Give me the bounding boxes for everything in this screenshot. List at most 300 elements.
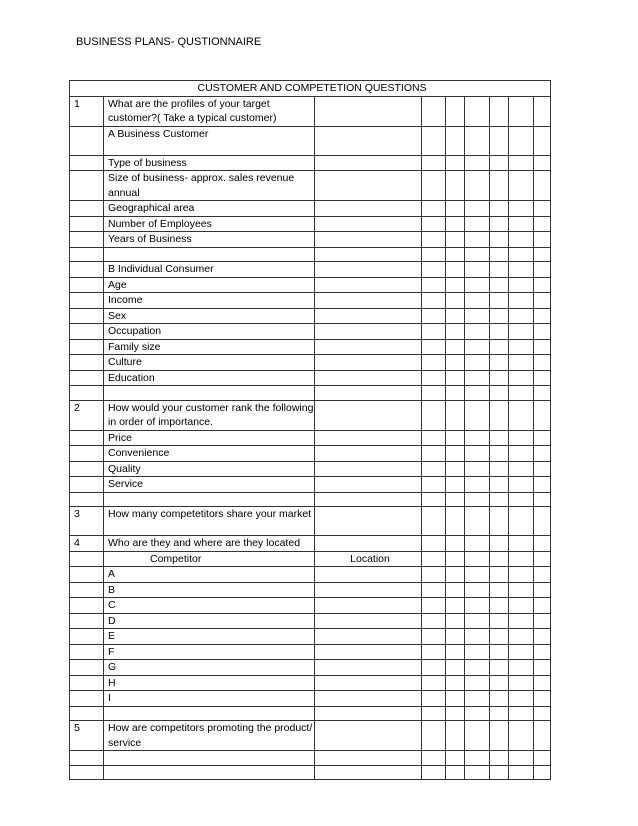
- rating-cell[interactable]: [422, 155, 446, 171]
- rating-cell[interactable]: [534, 675, 551, 691]
- question-number: 5: [70, 721, 104, 751]
- rating-cell[interactable]: [446, 355, 465, 371]
- answer-cell[interactable]: [315, 613, 422, 629]
- rating-cell[interactable]: [490, 430, 509, 446]
- rating-cell[interactable]: [465, 644, 490, 660]
- rating-cell[interactable]: [534, 477, 551, 493]
- rating-cell[interactable]: [446, 370, 465, 386]
- answer-cell[interactable]: [315, 370, 422, 386]
- answer-cell[interactable]: [315, 536, 422, 552]
- answer-cell[interactable]: [315, 706, 422, 721]
- rating-cell[interactable]: [422, 400, 446, 430]
- table-row: [70, 446, 551, 462]
- rating-cell[interactable]: [465, 216, 490, 232]
- rating-cell[interactable]: [446, 155, 465, 171]
- rating-cell[interactable]: [465, 536, 490, 552]
- rating-cell[interactable]: [534, 171, 551, 201]
- rating-cell[interactable]: [509, 567, 534, 583]
- rating-cell[interactable]: [534, 706, 551, 721]
- question-number: [70, 461, 104, 477]
- rating-cell[interactable]: [509, 536, 534, 552]
- rating-cell[interactable]: [422, 232, 446, 248]
- rating-cell[interactable]: [490, 293, 509, 309]
- rating-cell[interactable]: [465, 247, 490, 262]
- rating-cell[interactable]: [446, 751, 465, 766]
- rating-cell[interactable]: [422, 582, 446, 598]
- rating-cell[interactable]: [465, 171, 490, 201]
- rating-cell[interactable]: [422, 765, 446, 780]
- rating-cell[interactable]: [534, 201, 551, 217]
- rating-cell[interactable]: [422, 691, 446, 707]
- rating-cell[interactable]: [446, 201, 465, 217]
- rating-cell[interactable]: [534, 126, 551, 155]
- rating-cell[interactable]: [509, 201, 534, 217]
- rating-cell[interactable]: [509, 765, 534, 780]
- rating-cell[interactable]: [509, 430, 534, 446]
- rating-cell[interactable]: [534, 324, 551, 340]
- rating-cell[interactable]: [465, 293, 490, 309]
- rating-cell[interactable]: [446, 691, 465, 707]
- rating-cell[interactable]: [422, 216, 446, 232]
- table-row: [70, 262, 551, 278]
- question-number: 2: [70, 400, 104, 430]
- rating-cell[interactable]: [465, 660, 490, 676]
- rating-cell[interactable]: [509, 629, 534, 645]
- rating-cell[interactable]: [446, 216, 465, 232]
- rating-cell[interactable]: [490, 446, 509, 462]
- rating-cell[interactable]: [490, 126, 509, 155]
- rating-cell[interactable]: [446, 706, 465, 721]
- rating-cell[interactable]: [446, 582, 465, 598]
- rating-cell[interactable]: [509, 446, 534, 462]
- rating-cell[interactable]: [446, 507, 465, 536]
- rating-cell[interactable]: [465, 706, 490, 721]
- table-row: [70, 339, 551, 355]
- rating-cell[interactable]: [422, 477, 446, 493]
- rating-cell[interactable]: [490, 201, 509, 217]
- rating-cell[interactable]: [446, 277, 465, 293]
- rating-cell[interactable]: [509, 126, 534, 155]
- rating-cell[interactable]: [534, 355, 551, 371]
- answer-cell[interactable]: [315, 691, 422, 707]
- rating-cell[interactable]: [465, 492, 490, 507]
- rating-cell[interactable]: [465, 675, 490, 691]
- rating-cell[interactable]: [509, 721, 534, 751]
- rating-cell[interactable]: [446, 262, 465, 278]
- rating-cell[interactable]: [465, 155, 490, 171]
- rating-cell[interactable]: [422, 277, 446, 293]
- rating-cell[interactable]: [422, 386, 446, 401]
- answer-cell[interactable]: [315, 277, 422, 293]
- rating-cell[interactable]: [534, 598, 551, 614]
- rating-cell[interactable]: [490, 339, 509, 355]
- rating-cell[interactable]: [534, 293, 551, 309]
- table-row: [70, 629, 551, 645]
- rating-cell[interactable]: [509, 477, 534, 493]
- rating-cell[interactable]: [534, 567, 551, 583]
- answer-cell[interactable]: [315, 430, 422, 446]
- rating-cell[interactable]: [490, 216, 509, 232]
- rating-cell[interactable]: [465, 582, 490, 598]
- answer-cell[interactable]: [315, 232, 422, 248]
- rating-cell[interactable]: [422, 629, 446, 645]
- rating-cell[interactable]: [490, 386, 509, 401]
- rating-cell[interactable]: [509, 370, 534, 386]
- answer-cell[interactable]: [315, 126, 422, 155]
- rating-cell[interactable]: [446, 171, 465, 201]
- rating-cell[interactable]: [534, 262, 551, 278]
- rating-cell[interactable]: [534, 430, 551, 446]
- rating-cell[interactable]: [509, 324, 534, 340]
- rating-cell[interactable]: [509, 461, 534, 477]
- rating-cell[interactable]: [446, 675, 465, 691]
- rating-cell[interactable]: [446, 644, 465, 660]
- rating-cell[interactable]: [446, 339, 465, 355]
- rating-cell[interactable]: [446, 232, 465, 248]
- rating-cell[interactable]: [534, 446, 551, 462]
- rating-cell[interactable]: [490, 155, 509, 171]
- rating-cell[interactable]: [465, 567, 490, 583]
- question-number: [70, 567, 104, 583]
- rating-cell[interactable]: [534, 613, 551, 629]
- rating-cell[interactable]: [446, 613, 465, 629]
- answer-cell[interactable]: [315, 644, 422, 660]
- rating-cell[interactable]: [465, 232, 490, 248]
- rating-cell[interactable]: [534, 551, 551, 567]
- rating-cell[interactable]: [465, 96, 490, 126]
- rating-cell[interactable]: [422, 446, 446, 462]
- rating-cell[interactable]: [509, 262, 534, 278]
- rating-cell[interactable]: [490, 765, 509, 780]
- rating-cell[interactable]: [422, 536, 446, 552]
- rating-cell[interactable]: [422, 492, 446, 507]
- rating-cell[interactable]: [465, 721, 490, 751]
- rating-cell[interactable]: [490, 706, 509, 721]
- answer-cell[interactable]: [315, 629, 422, 645]
- rating-cell[interactable]: [509, 293, 534, 309]
- answer-cell[interactable]: [315, 567, 422, 583]
- rating-cell[interactable]: [422, 706, 446, 721]
- rating-cell[interactable]: [490, 507, 509, 536]
- answer-cell[interactable]: [315, 721, 422, 751]
- rating-cell[interactable]: [446, 96, 465, 126]
- answer-cell[interactable]: [315, 477, 422, 493]
- table-row: [70, 247, 551, 262]
- question-text: [104, 706, 315, 721]
- rating-cell[interactable]: [490, 232, 509, 248]
- answer-cell[interactable]: [315, 96, 422, 126]
- rating-cell[interactable]: [446, 126, 465, 155]
- answer-cell[interactable]: [315, 461, 422, 477]
- rating-cell[interactable]: [490, 247, 509, 262]
- answer-cell[interactable]: [315, 675, 422, 691]
- rating-cell[interactable]: [509, 644, 534, 660]
- question-number: 4: [70, 536, 104, 552]
- rating-cell[interactable]: [534, 507, 551, 536]
- rating-cell[interactable]: [446, 567, 465, 583]
- answer-cell[interactable]: [315, 598, 422, 614]
- rating-cell[interactable]: [534, 536, 551, 552]
- rating-cell[interactable]: [422, 644, 446, 660]
- question-text: Type of business: [104, 155, 315, 171]
- answer-cell[interactable]: [315, 339, 422, 355]
- rating-cell[interactable]: [465, 629, 490, 645]
- table-row: [70, 277, 551, 293]
- rating-cell[interactable]: [534, 765, 551, 780]
- rating-cell[interactable]: [446, 492, 465, 507]
- answer-cell[interactable]: [315, 492, 422, 507]
- rating-cell[interactable]: [446, 551, 465, 567]
- rating-cell[interactable]: [446, 765, 465, 780]
- answer-cell[interactable]: [315, 201, 422, 217]
- rating-cell[interactable]: [422, 171, 446, 201]
- rating-cell[interactable]: [465, 598, 490, 614]
- rating-cell[interactable]: [509, 171, 534, 201]
- question-number: [70, 308, 104, 324]
- rating-cell[interactable]: [490, 324, 509, 340]
- rating-cell[interactable]: [534, 308, 551, 324]
- rating-cell[interactable]: [422, 598, 446, 614]
- answer-cell[interactable]: [315, 582, 422, 598]
- rating-cell[interactable]: [509, 232, 534, 248]
- table-title: CUSTOMER AND COMPETETION QUESTIONS: [70, 81, 551, 97]
- answer-cell[interactable]: [315, 507, 422, 536]
- rating-cell[interactable]: [490, 96, 509, 126]
- rating-cell[interactable]: [534, 370, 551, 386]
- rating-cell[interactable]: [534, 461, 551, 477]
- rating-cell[interactable]: [465, 386, 490, 401]
- rating-cell[interactable]: [422, 461, 446, 477]
- rating-cell[interactable]: [534, 155, 551, 171]
- rating-cell[interactable]: [534, 400, 551, 430]
- location-label: Location: [315, 551, 422, 567]
- rating-cell[interactable]: [446, 721, 465, 751]
- rating-cell[interactable]: [509, 308, 534, 324]
- rating-cell[interactable]: [534, 96, 551, 126]
- rating-cell[interactable]: [446, 461, 465, 477]
- rating-cell[interactable]: [422, 567, 446, 583]
- rating-cell[interactable]: [490, 660, 509, 676]
- answer-cell[interactable]: [315, 446, 422, 462]
- rating-cell[interactable]: [509, 660, 534, 676]
- rating-cell[interactable]: [509, 675, 534, 691]
- question-text: [104, 765, 315, 780]
- rating-cell[interactable]: [446, 430, 465, 446]
- question-number: [70, 691, 104, 707]
- rating-cell[interactable]: [490, 567, 509, 583]
- rating-cell[interactable]: [509, 582, 534, 598]
- rating-cell[interactable]: [422, 339, 446, 355]
- rating-cell[interactable]: [422, 96, 446, 126]
- rating-cell[interactable]: [534, 247, 551, 262]
- rating-cell[interactable]: [422, 355, 446, 371]
- answer-cell[interactable]: [315, 308, 422, 324]
- rating-cell[interactable]: [422, 675, 446, 691]
- rating-cell[interactable]: [446, 308, 465, 324]
- rating-cell[interactable]: [446, 446, 465, 462]
- rating-cell[interactable]: [465, 262, 490, 278]
- rating-cell[interactable]: [509, 598, 534, 614]
- rating-cell[interactable]: [422, 293, 446, 309]
- rating-cell[interactable]: [490, 461, 509, 477]
- rating-cell[interactable]: [490, 400, 509, 430]
- rating-cell[interactable]: [446, 386, 465, 401]
- rating-cell[interactable]: [422, 507, 446, 536]
- rating-cell[interactable]: [534, 339, 551, 355]
- rating-cell[interactable]: [465, 430, 490, 446]
- rating-cell[interactable]: [465, 277, 490, 293]
- rating-cell[interactable]: [509, 277, 534, 293]
- rating-cell[interactable]: [422, 751, 446, 766]
- rating-cell[interactable]: [490, 536, 509, 552]
- rating-cell[interactable]: [465, 507, 490, 536]
- question-text: [104, 751, 315, 766]
- rating-cell[interactable]: [490, 262, 509, 278]
- rating-cell[interactable]: [465, 613, 490, 629]
- rating-cell[interactable]: [465, 477, 490, 493]
- rating-cell[interactable]: [490, 492, 509, 507]
- rating-cell[interactable]: [509, 355, 534, 371]
- question-number: [70, 324, 104, 340]
- question-number: [70, 201, 104, 217]
- answer-cell[interactable]: [315, 293, 422, 309]
- rating-cell[interactable]: [490, 477, 509, 493]
- rating-cell[interactable]: [534, 277, 551, 293]
- answer-cell[interactable]: [315, 660, 422, 676]
- rating-cell[interactable]: [490, 308, 509, 324]
- answer-cell[interactable]: [315, 247, 422, 262]
- table-row: [70, 461, 551, 477]
- rating-cell[interactable]: [509, 492, 534, 507]
- table-row: [70, 386, 551, 401]
- rating-cell[interactable]: [490, 582, 509, 598]
- rating-cell[interactable]: [465, 765, 490, 780]
- rating-cell[interactable]: [490, 370, 509, 386]
- rating-cell[interactable]: [490, 613, 509, 629]
- rating-cell[interactable]: [465, 461, 490, 477]
- rating-cell[interactable]: [422, 613, 446, 629]
- rating-cell[interactable]: [446, 293, 465, 309]
- rating-cell[interactable]: [534, 644, 551, 660]
- rating-cell[interactable]: [422, 370, 446, 386]
- rating-cell[interactable]: [509, 613, 534, 629]
- rating-cell[interactable]: [465, 339, 490, 355]
- rating-cell[interactable]: [534, 629, 551, 645]
- question-text: Price: [104, 430, 315, 446]
- rating-cell[interactable]: [446, 477, 465, 493]
- rating-cell[interactable]: [534, 751, 551, 766]
- rating-cell[interactable]: [422, 551, 446, 567]
- rating-cell[interactable]: [422, 126, 446, 155]
- rating-cell[interactable]: [509, 507, 534, 536]
- rating-cell[interactable]: [465, 691, 490, 707]
- rating-cell[interactable]: [422, 201, 446, 217]
- rating-cell[interactable]: [534, 232, 551, 248]
- rating-cell[interactable]: [422, 247, 446, 262]
- rating-cell[interactable]: [446, 324, 465, 340]
- answer-cell[interactable]: [315, 155, 422, 171]
- question-text: Occupation: [104, 324, 315, 340]
- rating-cell[interactable]: [446, 629, 465, 645]
- rating-cell[interactable]: [490, 675, 509, 691]
- answer-cell[interactable]: [315, 355, 422, 371]
- rating-cell[interactable]: [446, 247, 465, 262]
- rating-cell[interactable]: [534, 660, 551, 676]
- rating-cell[interactable]: [509, 247, 534, 262]
- rating-cell[interactable]: [490, 721, 509, 751]
- rating-cell[interactable]: [490, 277, 509, 293]
- answer-cell[interactable]: [315, 216, 422, 232]
- rating-cell[interactable]: [422, 308, 446, 324]
- rating-cell[interactable]: [534, 216, 551, 232]
- rating-cell[interactable]: [490, 598, 509, 614]
- rating-cell[interactable]: [490, 551, 509, 567]
- rating-cell[interactable]: [490, 171, 509, 201]
- rating-cell[interactable]: [422, 324, 446, 340]
- rating-cell[interactable]: [509, 386, 534, 401]
- rating-cell[interactable]: [465, 324, 490, 340]
- rating-cell[interactable]: [509, 339, 534, 355]
- rating-cell[interactable]: [465, 126, 490, 155]
- rating-cell[interactable]: [509, 691, 534, 707]
- rating-cell[interactable]: [490, 355, 509, 371]
- rating-cell[interactable]: [422, 660, 446, 676]
- rating-cell[interactable]: [490, 644, 509, 660]
- rating-cell[interactable]: [465, 751, 490, 766]
- rating-cell[interactable]: [509, 216, 534, 232]
- rating-cell[interactable]: [422, 721, 446, 751]
- rating-cell[interactable]: [490, 629, 509, 645]
- rating-cell[interactable]: [509, 551, 534, 567]
- rating-cell[interactable]: [534, 691, 551, 707]
- rating-cell[interactable]: [465, 446, 490, 462]
- table-row: [70, 567, 551, 583]
- rating-cell[interactable]: [509, 400, 534, 430]
- rating-cell[interactable]: [465, 201, 490, 217]
- rating-cell[interactable]: [465, 551, 490, 567]
- rating-cell[interactable]: [534, 721, 551, 751]
- question-text: A Business Customer: [104, 126, 315, 155]
- answer-cell[interactable]: [315, 400, 422, 430]
- rating-cell[interactable]: [509, 155, 534, 171]
- answer-cell[interactable]: [315, 386, 422, 401]
- answer-cell[interactable]: [315, 765, 422, 780]
- rating-cell[interactable]: [446, 400, 465, 430]
- rating-cell[interactable]: [465, 370, 490, 386]
- rating-cell[interactable]: [534, 582, 551, 598]
- rating-cell[interactable]: [446, 536, 465, 552]
- question-number: [70, 355, 104, 371]
- answer-cell[interactable]: [315, 751, 422, 766]
- answer-cell[interactable]: [315, 262, 422, 278]
- answer-cell[interactable]: [315, 171, 422, 201]
- answer-cell[interactable]: [315, 324, 422, 340]
- rating-cell[interactable]: [509, 96, 534, 126]
- rating-cell[interactable]: [534, 386, 551, 401]
- rating-cell[interactable]: [446, 660, 465, 676]
- rating-cell[interactable]: [490, 691, 509, 707]
- rating-cell[interactable]: [509, 706, 534, 721]
- rating-cell[interactable]: [422, 430, 446, 446]
- rating-cell[interactable]: [490, 751, 509, 766]
- rating-cell[interactable]: [509, 751, 534, 766]
- rating-cell[interactable]: [465, 355, 490, 371]
- rating-cell[interactable]: [465, 308, 490, 324]
- rating-cell[interactable]: [465, 400, 490, 430]
- rating-cell[interactable]: [446, 598, 465, 614]
- rating-cell[interactable]: [534, 492, 551, 507]
- rating-cell[interactable]: [422, 262, 446, 278]
